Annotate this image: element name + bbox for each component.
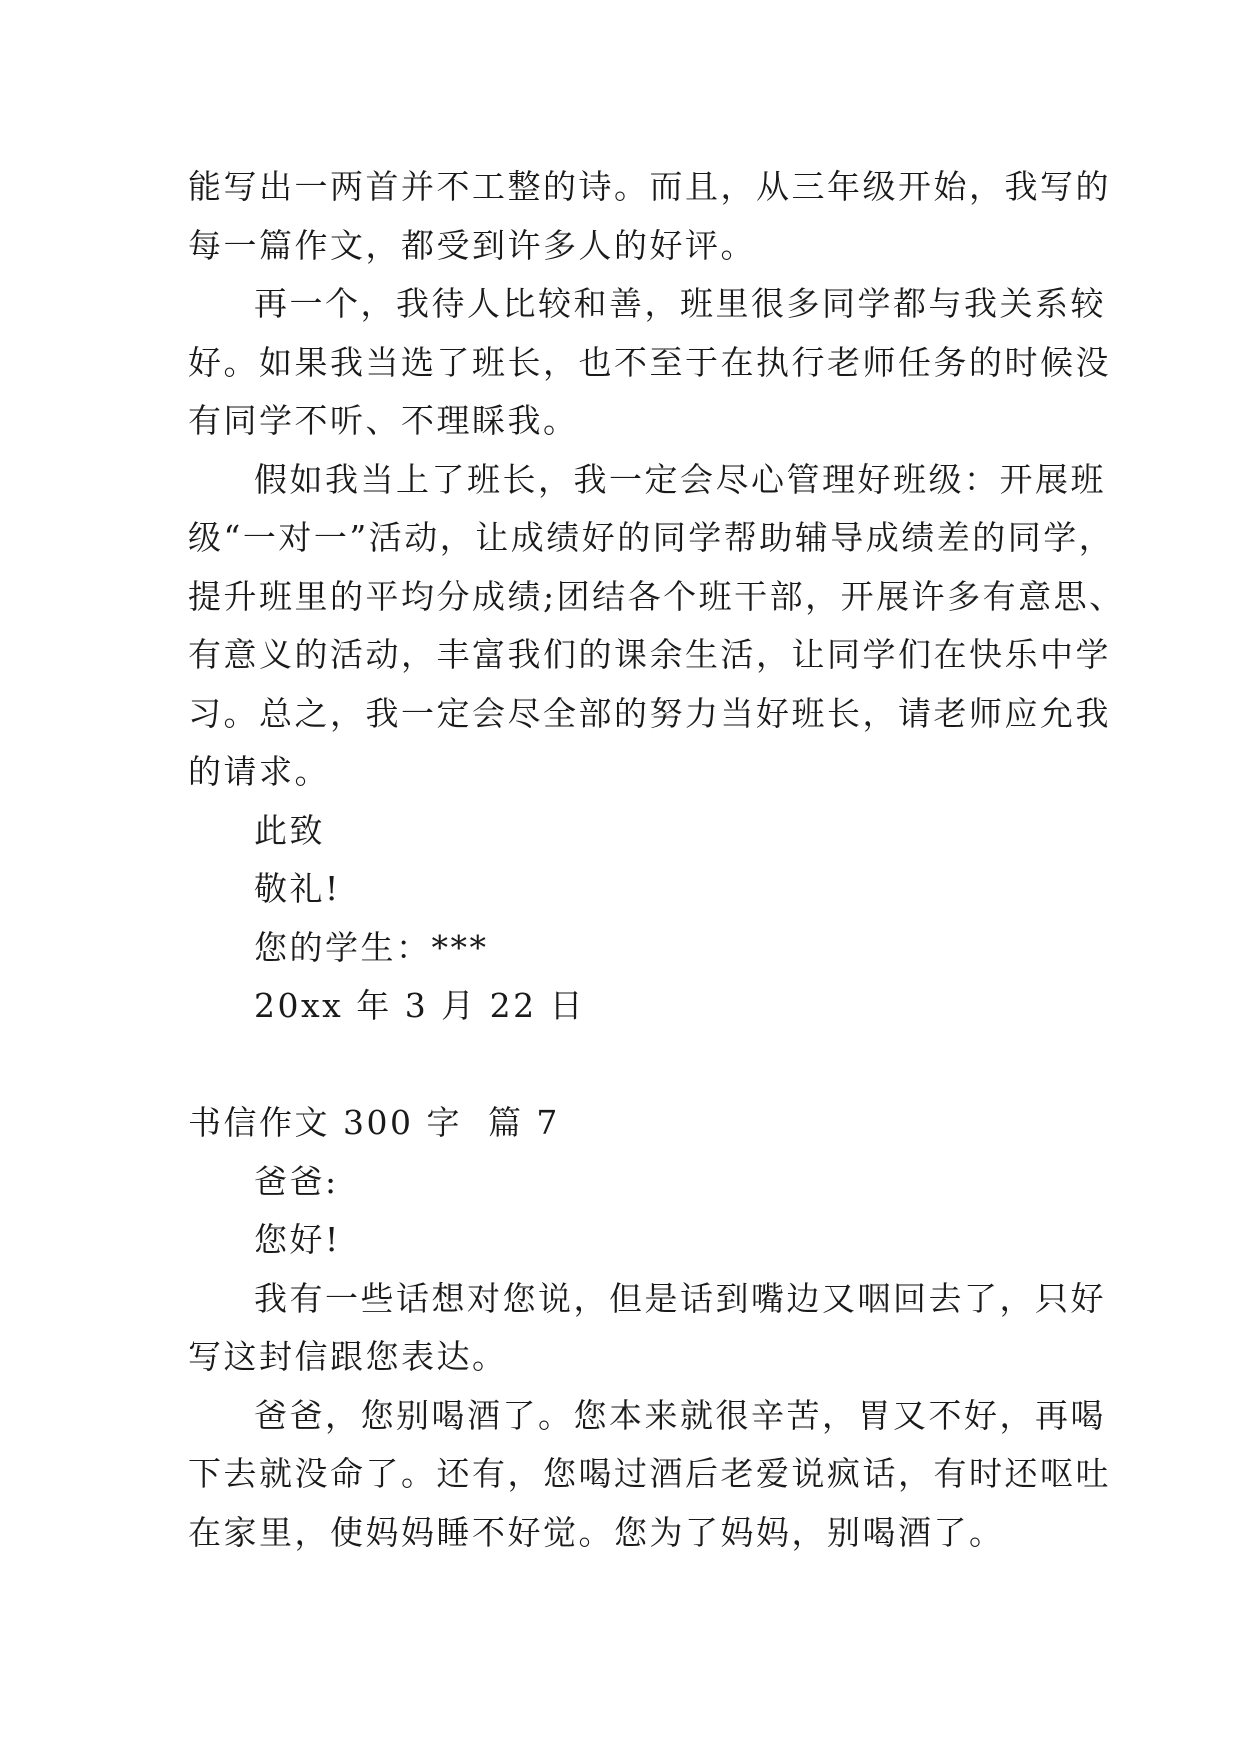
paragraph-line: 好。如果我当选了班长，也不至于在执行老师任务的时候没 — [188, 342, 1111, 382]
paragraph-line: 的请求。 — [188, 752, 330, 791]
paragraph-line: 有同学不听、不理睬我。 — [188, 401, 579, 440]
signature: 您的学生：*** — [254, 927, 489, 967]
paragraph-line: 习。总之，我一定会尽全部的努力当好班长，请老师应允我 — [188, 693, 1111, 733]
paragraph-line: 再一个，我待人比较和善，班里很多同学都与我关系较 — [254, 284, 1106, 323]
paragraph-line: 下去就没命了。还有，您喝过酒后老爱说疯话，有时还呕吐 — [188, 1454, 1111, 1493]
section-title: 书信作文 300 字 篇 7 — [188, 1103, 560, 1142]
paragraph-line: 爸爸，您别喝酒了。您本来就很辛苦，胃又不好，再喝 — [254, 1395, 1106, 1435]
section-spacer — [188, 1036, 1058, 1095]
paragraph-line: 有意义的活动，丰富我们的课余生活，让同学们在快乐中学 — [188, 635, 1111, 674]
closing-regards: 敬礼! — [254, 869, 341, 908]
paragraph-line: 级“一对一”活动，让成绩好的同学帮助辅导成绩差的同学， — [188, 518, 1115, 557]
paragraph-line: 提升班里的平均分成绩;团结各个班干部，开展许多有意思、 — [188, 576, 1125, 616]
paragraph-line: 假如我当上了班长，我一定会尽心管理好班级：开展班 — [254, 459, 1106, 499]
letter-hello: 您好! — [254, 1220, 341, 1259]
paragraph-line: 每一篇作文，都受到许多人的好评。 — [188, 225, 756, 265]
paragraph-line: 我有一些话想对您说，但是话到嘴边又咽回去了，只好 — [254, 1278, 1106, 1318]
closing-salute: 此致 — [254, 810, 325, 850]
paragraph-line: 能写出一两首并不工整的诗。而且，从三年级开始，我写的 — [188, 167, 1111, 206]
letter-greeting: 爸爸: — [254, 1161, 339, 1201]
document-body — [188, 158, 1125, 1562]
paragraph-line: 在家里，使妈妈睡不好觉。您为了妈妈，别喝酒了。 — [188, 1512, 1005, 1552]
letter-date: 20xx 年 3 月 22 日 — [254, 986, 586, 1025]
paragraph-line: 写这封信跟您表达。 — [188, 1337, 508, 1376]
